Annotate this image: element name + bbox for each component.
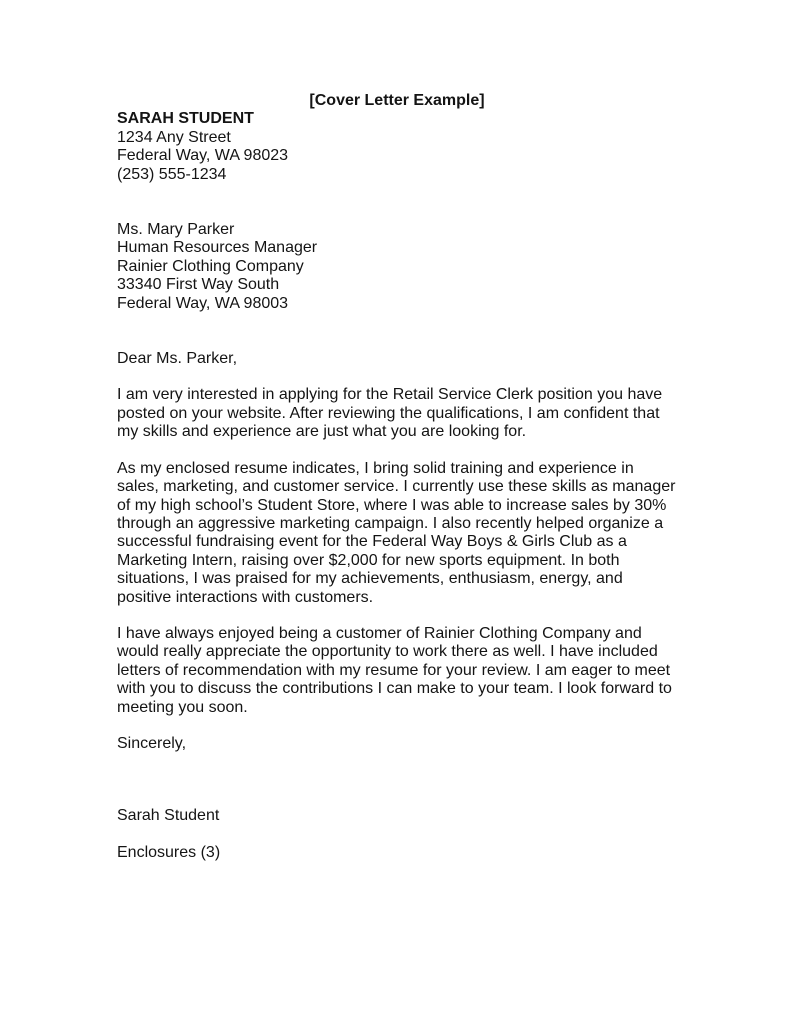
spacer <box>117 607 677 625</box>
spacer <box>117 368 677 386</box>
sender-block <box>117 110 677 184</box>
signature-space <box>117 753 677 807</box>
recipient-title: Human Resources Manager <box>117 239 318 257</box>
spacer <box>117 184 677 221</box>
recipient-address-line: Federal Way, WA 98003 <box>117 294 289 312</box>
sender-name: SARAH STUDENT <box>117 110 254 128</box>
sender-phone: (253) 555-1234 <box>117 165 227 183</box>
recipient-name: Ms. Mary Parker <box>117 221 235 239</box>
body-paragraph: I am very interested in applying for the Retail Service Clerk position you have posted on your website. After reviewing the qualifications, I am confident that my skills and experience are just what you are looking for. <box>117 386 663 441</box>
sender-address-line: Federal Way, WA 98023 <box>117 147 289 165</box>
closing: Sincerely, <box>117 734 187 752</box>
enclosures-note: Enclosures (3) <box>117 843 221 861</box>
signature-name: Sarah Student <box>117 807 220 825</box>
salutation: Dear Ms. Parker, <box>117 350 238 368</box>
body-paragraph: I have always enjoyed being a customer of Rainier Clothing Company and would really appreciate the opportunity to work there as well. I have included letters of recommendation with my resume for your review. I am eager to meet with you to discuss the contributions I can make to your team. I look forward to meeting you soon. <box>117 624 672 716</box>
letter-content <box>117 92 677 862</box>
sender-address-line: 1234 Any Street <box>117 128 231 146</box>
recipient-company: Rainier Clothing Company <box>117 257 304 275</box>
recipient-address-line: 33340 First Way South <box>117 276 280 294</box>
body-paragraph: As my enclosed resume indicates, I bring solid training and experience in sales, marketing, and customer service. I currently use these skills as manager of my high school’s Student Store, where I was able to increase sales by 30% through an aggressive marketing campaign. I also recently helped organize a successful fundraising event for the Federal Way Boys & Girls Club as a Marketing Intern, raising over $2,000 for new sports equipment. In both situations, I was praised for my achievements, enthusiasm, energy, and positive interactions with customers. <box>117 459 676 606</box>
spacer <box>117 313 677 350</box>
letter-heading: [Cover Letter Example] <box>309 92 485 109</box>
spacer <box>117 717 677 735</box>
recipient-block <box>117 221 677 313</box>
spacer <box>117 826 677 844</box>
spacer <box>117 442 677 460</box>
